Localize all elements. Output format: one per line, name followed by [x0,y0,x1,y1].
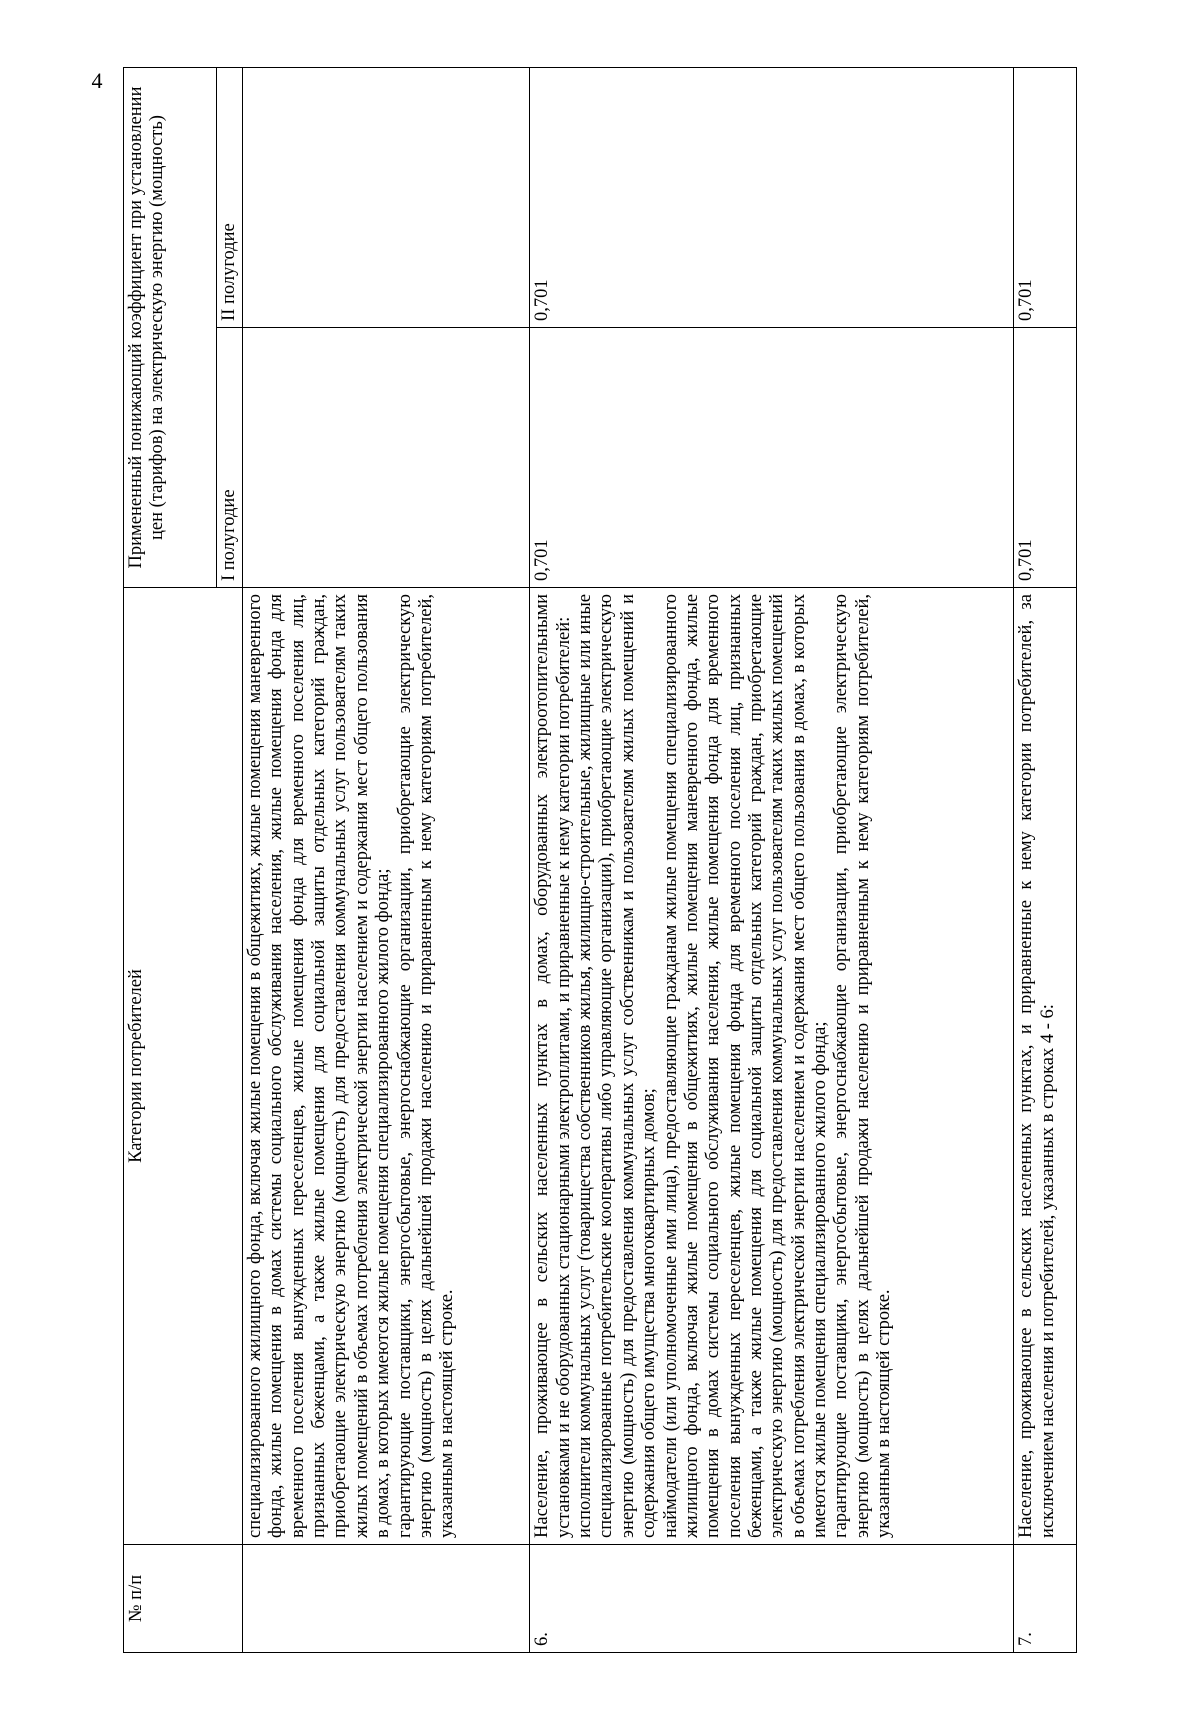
row-coef-half2: 0,701 [1014,67,1077,327]
table-row [1014,67,1077,1652]
row-category [243,588,530,1545]
header-category: Категории потребителей [124,588,243,1545]
page-number: 4 [91,68,103,93]
row-coef-half1: 0,701 [1014,328,1077,588]
category-paragraph: Население, проживающее в сельских населенных пунктах в домах, оборудованных электроотопительными установками и не оборудованных стационарными электроплитами, и приравненные к нему категории потребителей: [532,594,574,1538]
row-coef-half1: 0,701 [530,328,1014,588]
row-coef-half2 [243,67,530,327]
category-paragraph: Население, проживающее в сельских населенных пунктах, и приравненные к нему категории потребителей, за исключением населения и потребителей, указанных в строках 4 - 6: [1016,594,1058,1538]
row-coef-half1 [243,328,530,588]
row-coef-half2: 0,701 [530,67,1014,327]
row-number [243,1545,530,1653]
header-row [124,67,217,1652]
category-paragraph: гарантирующие поставщики, энергосбытовые, энергоснабжающие организации, приобретающие электрическую энергию (мощность) в целях дальнейшей продажи населению и приравненным к нему категориям потребителей, указанным в настоящей строке. [394,594,458,1538]
tariff-coefficient-table [123,67,1077,1653]
table-row [530,67,1014,1652]
row-number: 7. [1014,1545,1077,1653]
header-num: № п/п [124,1545,243,1653]
header-half2: II полугодие [217,67,243,327]
row-category [1014,588,1077,1545]
row-number: 6. [530,1545,1014,1653]
header-coefficient: Примененный понижающий коэффициент при установлении цен (тарифов) на электрическую энергию (мощность) [124,67,217,587]
category-paragraph: исполнители коммунальных услуг (товарищества собственников жилья, жилищно-строительные, жилищные или иные специализированные потребительские кооперативы либо управляющие организации), приобретающие электрическую энергию (мощность) для предоставления коммунальных услуг собственникам и пользователям жилых помещений и содержания общего имущества многоквартирных домов; [575,594,660,1538]
category-paragraph: гарантирующие поставщики, энергосбытовые, энергоснабжающие организации, приобретающие электрическую энергию (мощность) в целях дальнейшей продажи населению и приравненным к нему категориям потребителей, указанным в настоящей строке. [831,594,895,1538]
header-half1: I полугодие [217,328,243,588]
category-paragraph: специализированного жилищного фонда, включая жилые помещения в общежитиях, жилые помещения маневренного фонда, жилые помещения в домах системы социального обслуживания населения, жилые помещения фонда для временного поселения вынужденных переселенцев, жилые помещения фонда для временного поселения лиц, признанных беженцами, а также жилые помещения для социальной защиты отдельных категорий граждан, приобретающие электрическую энергию (мощность) для предоставления коммунальных услуг пользователям таких жилых помещений в объемах потребления электрической энергии населением и содержания мест общего пользования в домах, в которых имеются жилые помещения специализированного жилого фонда; [245,594,394,1538]
category-paragraph: наймодатели (или уполномоченные ими лица), предоставляющие гражданам жилые помещения специализированного жилищного фонда, включая жилые помещения в общежитиях, жилые помещения маневренного фонда, жилые помещения в домах системы социального обслуживания населения, жилые помещения фонда для временного поселения вынужденных переселенцев, жилые помещения фонда для временного поселения лиц, признанных беженцами, а также жилые помещения для социальной защиты отдельных категорий граждан, приобретающие электрическую энергию (мощность) для предоставления коммунальных услуг пользователям таких жилых помещений в объемах потребления электрической энергии населением и содержания мест общего пользования в домах, в которых имеются жилые помещения специализированного жилого фонда; [660,594,831,1538]
table-row [243,67,530,1652]
rotated-page-content [123,68,1077,1653]
row-category [530,588,1014,1545]
